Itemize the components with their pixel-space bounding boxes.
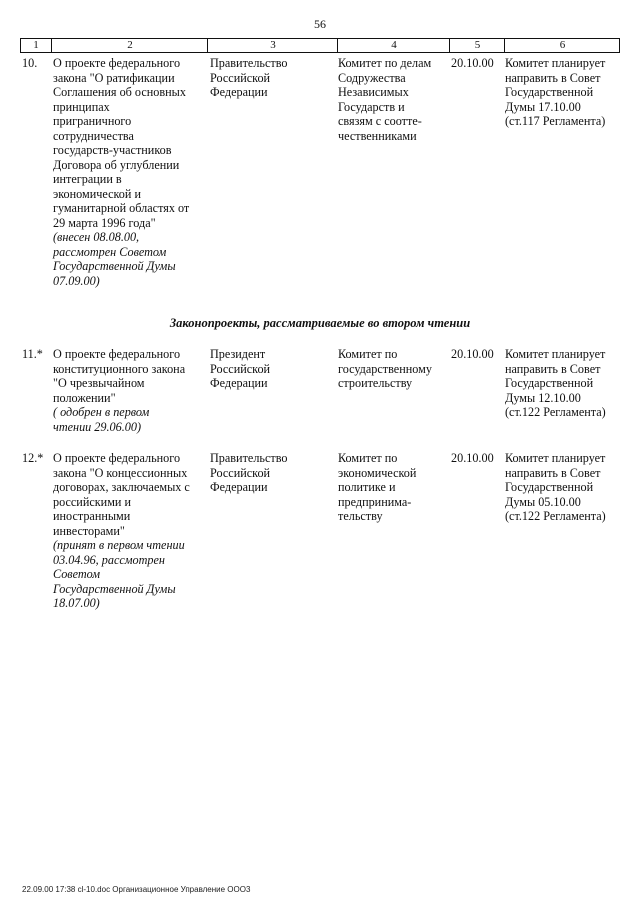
title-line: О проекте федерального xyxy=(53,347,181,361)
title-line: закона "О ратификации xyxy=(53,70,175,85)
title-line: О проекте федерального xyxy=(53,56,181,70)
title-line: 29 марта 1996 года" xyxy=(53,215,156,230)
initiator xyxy=(210,56,330,100)
plan-line: Государственной xyxy=(505,85,594,99)
plan xyxy=(505,451,623,524)
row-number: 10. xyxy=(22,56,38,70)
committee-line: Комитет по xyxy=(338,451,398,465)
initiator-line: Правительство xyxy=(210,451,288,465)
plan-line: направить в Совет xyxy=(505,465,601,480)
column-number-5: 5 xyxy=(449,39,505,52)
initiator-line: Президент xyxy=(210,347,266,361)
committee-line: Комитет по xyxy=(338,347,398,361)
note-line: (принят в первом чтении xyxy=(53,538,185,552)
page-number: 56 xyxy=(314,17,326,31)
column-number-6: 6 xyxy=(504,39,620,52)
column-number-2: 2 xyxy=(51,39,208,52)
committee-line: Независимых xyxy=(338,85,409,99)
plan-line: направить в Совет xyxy=(505,70,601,85)
plan-line: Государственной xyxy=(505,480,594,494)
note-line: 07.09.00) xyxy=(53,273,100,288)
column-number-header xyxy=(20,38,620,53)
committee xyxy=(338,451,448,524)
plan-line: (ст.122 Регламента) xyxy=(505,405,606,419)
note-line: ( одобрен в первом xyxy=(53,405,150,419)
note-line: Государственной Думы xyxy=(53,259,176,273)
note-line: Государственной Думы xyxy=(53,581,176,596)
title-line: государств-участников xyxy=(53,143,172,157)
plan-line: (ст.117 Регламента) xyxy=(505,114,606,128)
title-line: интеграции в xyxy=(53,172,122,186)
bill-title xyxy=(53,56,208,288)
initiator xyxy=(210,451,330,495)
initiator xyxy=(210,347,330,391)
plan-line: Комитет планирует xyxy=(505,451,606,465)
title-line: О проекте федерального xyxy=(53,451,181,465)
title-line: российскими и xyxy=(53,494,132,509)
plan-line: Государственной xyxy=(505,376,594,390)
document-footer: 22.09.00 17:38 cl-10.doc Организационное Управление ООО3 xyxy=(22,885,251,894)
note-line: Советом xyxy=(53,567,101,581)
plan-line: Комитет планирует xyxy=(505,56,606,70)
initiator-line: Федерации xyxy=(210,376,268,390)
section-heading: Законопроекты, рассматриваемые во втором чтении xyxy=(169,316,471,330)
committee-line: политике и xyxy=(338,480,396,494)
plan xyxy=(505,347,623,420)
title-line: гуманитарной областях от xyxy=(53,201,190,215)
committee xyxy=(338,56,448,143)
column-number-4: 4 xyxy=(337,39,450,52)
note-line: 18.07.00) xyxy=(53,596,100,610)
initiator-line: Правительство xyxy=(210,56,288,70)
title-line: "О чрезвычайном xyxy=(53,376,145,390)
committee-line: Государств и xyxy=(338,99,405,114)
note-line: (внесен 08.08.00, xyxy=(53,230,140,244)
date: 20.10.00 xyxy=(451,451,494,465)
row-number: 11.* xyxy=(22,347,43,361)
title-line: иностранными xyxy=(53,509,131,523)
plan-line: Думы 05.10.00 xyxy=(505,494,581,509)
initiator-line: Федерации xyxy=(210,480,268,494)
date: 20.10.00 xyxy=(451,347,494,361)
initiator-line: Российской xyxy=(210,465,271,480)
committee-line: Комитет по делам xyxy=(338,56,432,70)
committee-line: строительству xyxy=(338,376,413,390)
initiator-line: Российской xyxy=(210,361,271,376)
committee-line: связям с соотте- xyxy=(338,114,422,128)
note-line: чтении 29.06.00) xyxy=(53,419,142,434)
note-line: рассмотрен Советом xyxy=(53,244,167,259)
title-line: Договора об углублении xyxy=(53,157,180,172)
committee xyxy=(338,347,448,391)
row-number: 12.* xyxy=(22,451,44,465)
column-number-3: 3 xyxy=(207,39,338,52)
initiator-line: Федерации xyxy=(210,85,268,99)
bill-title xyxy=(53,347,208,434)
committee-line: экономической xyxy=(338,465,417,480)
title-line: конституционного закона xyxy=(53,361,186,376)
title-line: закона "О концессионных xyxy=(53,465,188,480)
title-line: принципах xyxy=(53,99,110,114)
date: 20.10.00 xyxy=(451,56,494,70)
committee-line: Содружества xyxy=(338,70,406,85)
plan-line: (ст.122 Регламента) xyxy=(505,509,606,523)
title-line: положении" xyxy=(53,390,116,405)
plan xyxy=(505,56,623,129)
committee-line: предпринима- xyxy=(338,494,412,509)
committee-line: государственному xyxy=(338,361,432,376)
bill-title xyxy=(53,451,208,611)
title-line: договорах, заключаемых с xyxy=(53,480,190,494)
plan-line: направить в Совет xyxy=(505,361,601,376)
column-number-1: 1 xyxy=(33,39,39,51)
plan-line: Думы 12.10.00 xyxy=(505,390,581,405)
plan-line: Комитет планирует xyxy=(505,347,606,361)
title-line: сотрудничества xyxy=(53,128,134,143)
note-line: 03.04.96, рассмотрен xyxy=(53,552,165,567)
title-line: инвесторами" xyxy=(53,523,125,538)
committee-line: тельству xyxy=(338,509,383,523)
title-line: приграничного xyxy=(53,114,132,128)
plan-line: Думы 17.10.00 xyxy=(505,99,581,114)
title-line: экономической и xyxy=(53,186,141,201)
title-line: Соглашения об основных xyxy=(53,85,186,99)
initiator-line: Российской xyxy=(210,70,271,85)
committee-line: чественниками xyxy=(338,128,417,143)
